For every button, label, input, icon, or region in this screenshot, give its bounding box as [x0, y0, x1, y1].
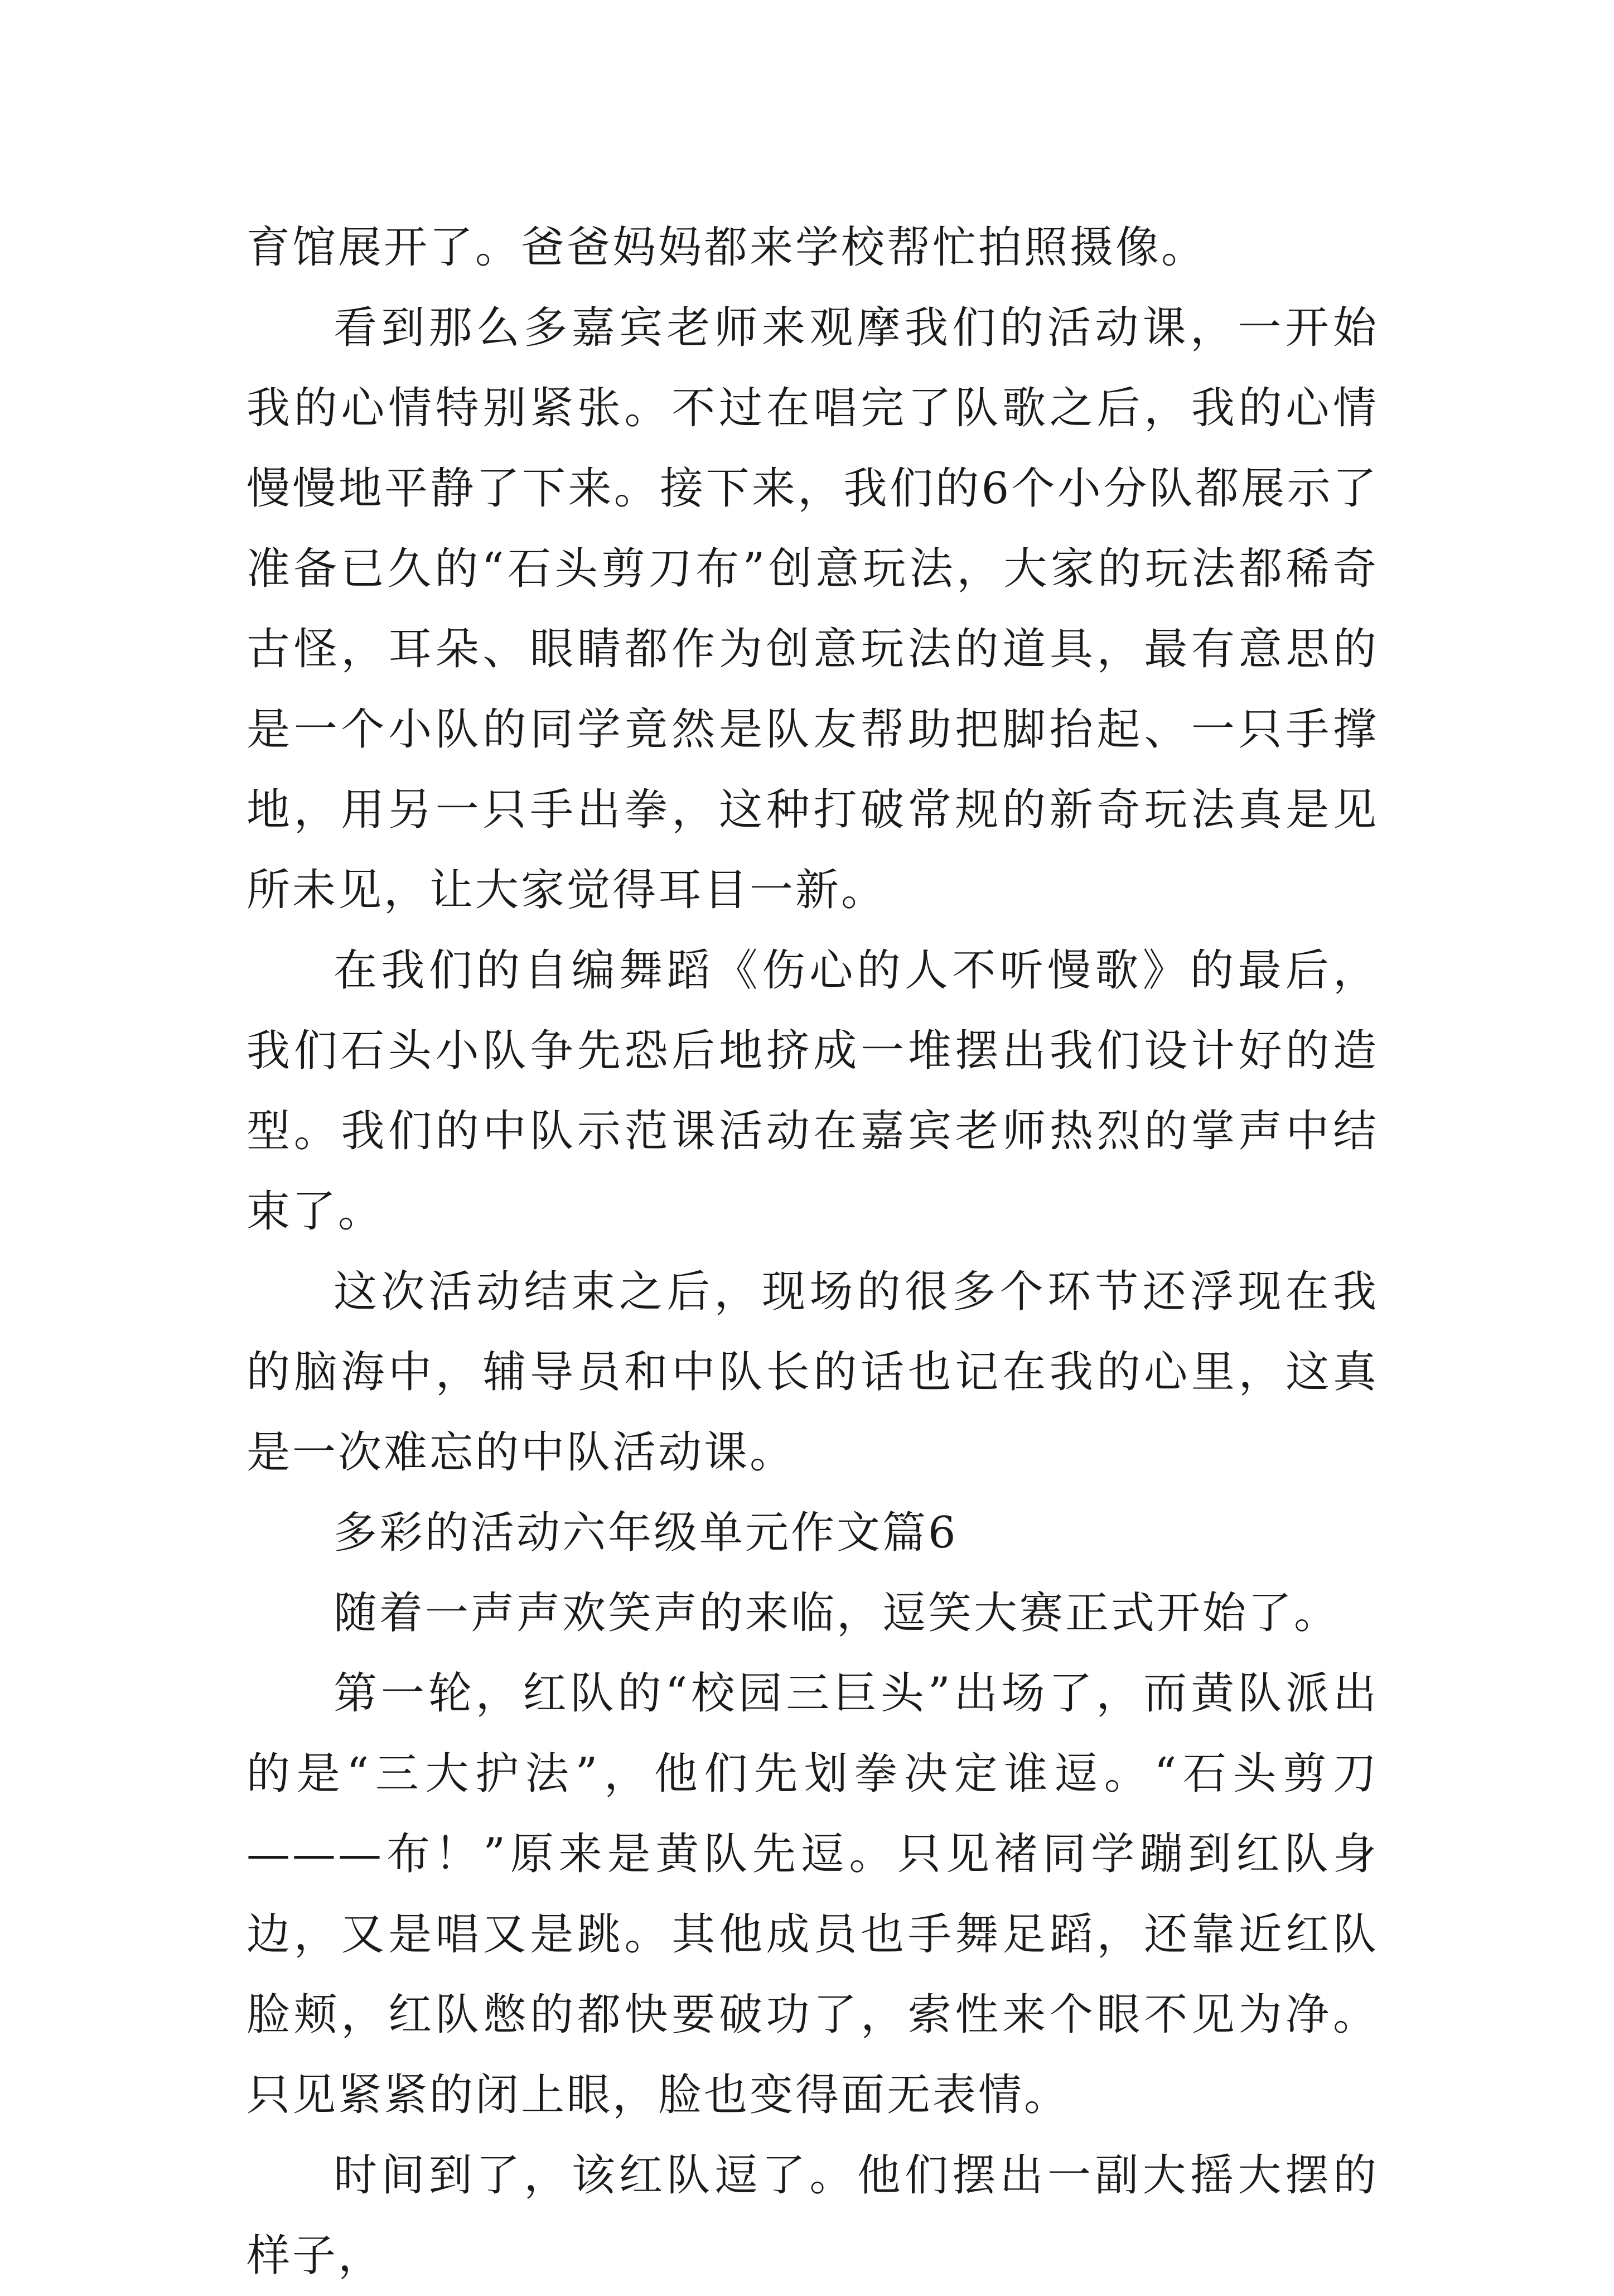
- paragraph-7: 时间到了，该红队逗了。他们摆出一副大摇大摆的样子，: [247, 2150, 1379, 2281]
- section-heading: 多彩的活动六年级单元作文篇6: [334, 1508, 958, 1558]
- paragraph-2: 看到那么多嘉宾老师来观摩我们的活动课，一开始我的心情特别紧张。不过在唱完了队歌之后，我的心情慢慢地平静了下来。接下来，我们的6个小分队都展示了准备已久的“石头剪刀布”创意玩法，大家的玩法都稀奇古怪，耳朵、眼睛都作为创意玩法的道具，最有意思的是一个小队的同学竟然是队友帮助把脚抬起、一只手撑地，用另一只手出拳，这种打破常规的新奇玩法真是见所未见，让大家觉得耳目一新。: [247, 303, 1379, 915]
- paragraph-3: 在我们的自编舞蹈《伤心的人不听慢歌》的最后，我们石头小队争先恐后地挤成一堆摆出我们设计好的造型。我们的中队示范课活动在嘉宾老师热烈的掌声中结束了。: [247, 946, 1379, 1237]
- article-body: [247, 208, 1379, 2296]
- paragraph-5: 随着一声声欢笑声的来临，逗笑大赛正式开始了。: [334, 1588, 1340, 1638]
- paragraph-4: 这次活动结束之后，现场的很多个环节还浮现在我的脑海中，辅导员和中队长的话也记在我的心里，这真是一次难忘的中队活动课。: [247, 1267, 1379, 1478]
- paragraph-6: 第一轮，红队的“校园三巨头”出场了，而黄队派出的是“三大护法”，他们先划拳决定谁逗。“石头剪刀———布！”原来是黄队先逗。只见褚同学蹦到红队身边，又是唱又是跳。其他成员也手舞足蹈，还靠近红队脸颊，红队憋的都快要破功了，索性来个眼不见为净。只见紧紧的闭上眼，脸也变得面无表情。: [247, 1668, 1379, 2120]
- paragraph-1: 育馆展开了。爸爸妈妈都来学校帮忙拍照摄像。: [247, 223, 1207, 273]
